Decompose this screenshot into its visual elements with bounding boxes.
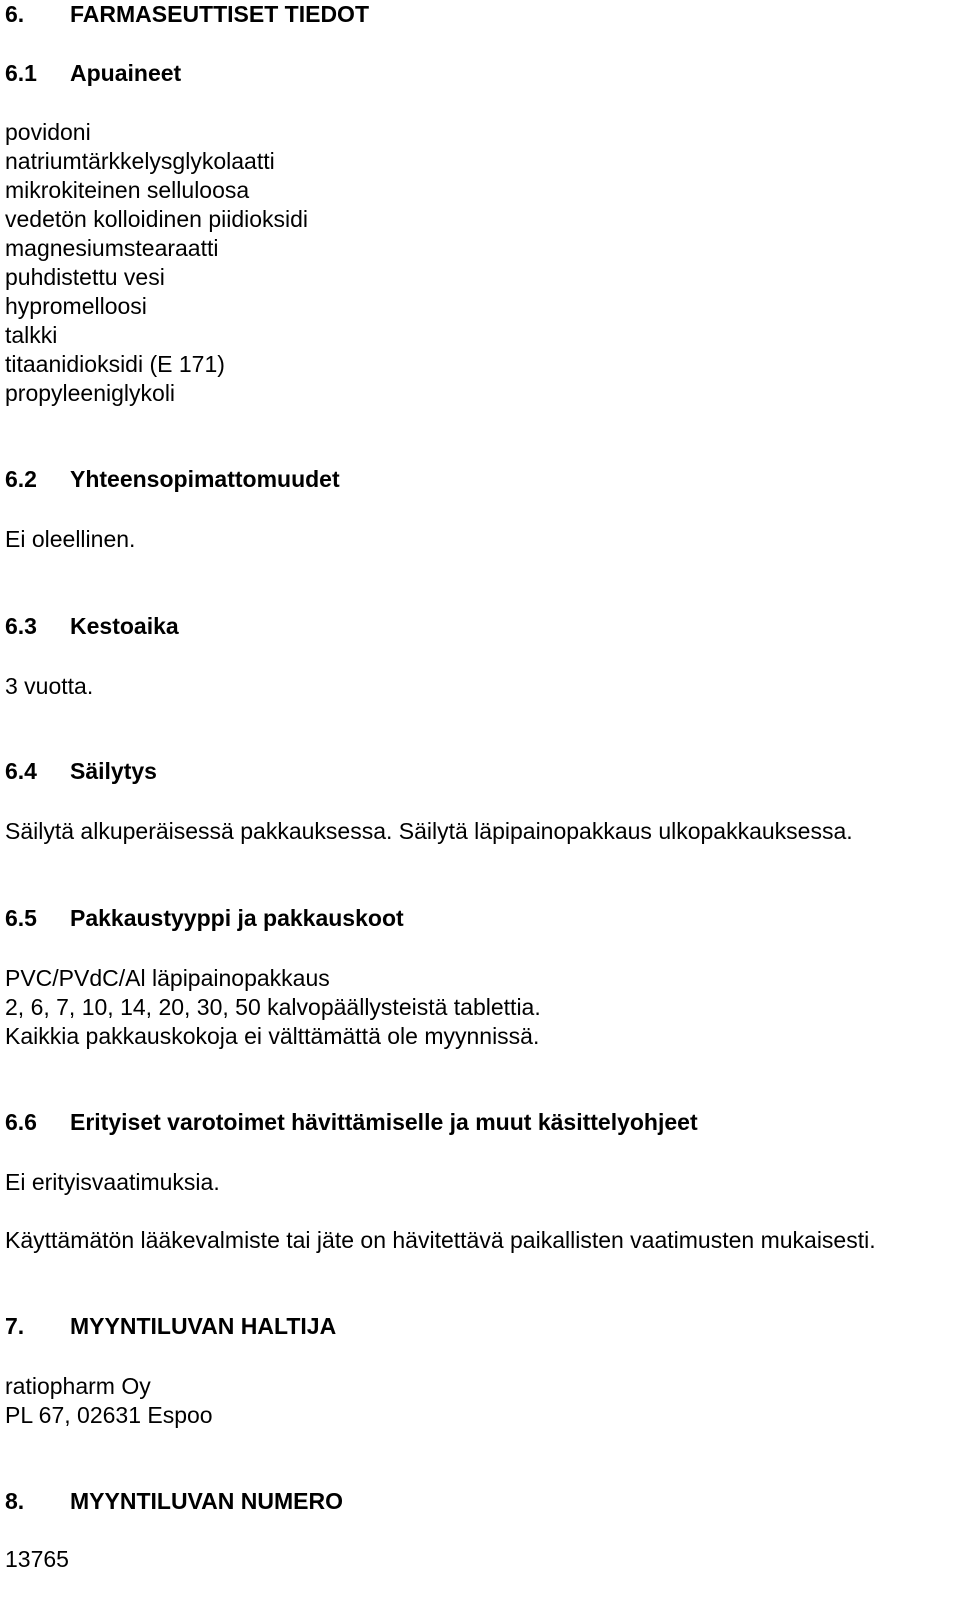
section-6-heading bbox=[0, 0, 960, 28]
shelf-life-text: 3 vuotta. bbox=[5, 673, 94, 699]
holder-address: PL 67, 02631 Espoo bbox=[5, 1402, 213, 1428]
subsection-number: 6.6 bbox=[5, 1109, 37, 1135]
subsection-title: Säilytys bbox=[70, 758, 157, 784]
section-title: MYYNTILUVAN NUMERO bbox=[70, 1488, 344, 1514]
excipient-item: propyleeniglykoli bbox=[5, 380, 176, 406]
excipient-item: vedetön kolloidinen piidioksidi bbox=[5, 206, 309, 232]
excipient-item: natriumtärkkelysglykolaatti bbox=[5, 148, 275, 174]
section-number: 6. bbox=[5, 1, 25, 27]
excipient-item: mikrokiteinen selluloosa bbox=[5, 177, 250, 203]
disposal-text: Ei erityisvaatimuksia. bbox=[5, 1169, 220, 1195]
storage-text: Säilytä alkuperäisessä pakkauksessa. Säilytä läpipainopakkaus ulkopakkauksessa. bbox=[5, 818, 853, 844]
subsection-6-3-heading bbox=[0, 612, 960, 640]
subsection-number: 6.4 bbox=[5, 758, 37, 784]
excipient-item: titaanidioksidi (E 171) bbox=[5, 351, 225, 377]
subsection-6-4-heading bbox=[0, 757, 960, 785]
incompatibilities-text: Ei oleellinen. bbox=[5, 526, 136, 552]
section-8-heading bbox=[0, 1487, 960, 1515]
excipient-item: talkki bbox=[5, 322, 58, 348]
excipient-item: hypromelloosi bbox=[5, 293, 147, 319]
section-number: 8. bbox=[5, 1488, 25, 1514]
subsection-title: Yhteensopimattomuudet bbox=[70, 466, 340, 492]
excipient-item: magnesiumstearaatti bbox=[5, 235, 219, 261]
subsection-title: Apuaineet bbox=[70, 60, 182, 86]
section-number: 7. bbox=[5, 1313, 25, 1339]
package-line: Kaikkia pakkauskokoja ei välttämättä ole myynnissä. bbox=[5, 1023, 540, 1049]
package-line: PVC/PVdC/Al läpipainopakkaus bbox=[5, 965, 330, 991]
subsection-title: Pakkaustyyppi ja pakkauskoot bbox=[70, 905, 404, 931]
package-line: 2, 6, 7, 10, 14, 20, 30, 50 kalvopäällysteistä tablettia. bbox=[5, 994, 541, 1020]
subsection-6-6-heading bbox=[0, 1108, 960, 1136]
subsection-number: 6.5 bbox=[5, 905, 37, 931]
subsection-number: 6.1 bbox=[5, 60, 37, 86]
subsection-number: 6.3 bbox=[5, 613, 37, 639]
subsection-6-1-heading bbox=[0, 59, 960, 87]
subsection-6-2-heading bbox=[0, 465, 960, 493]
section-7-heading bbox=[0, 1312, 960, 1340]
authorisation-number: 13765 bbox=[5, 1546, 69, 1572]
excipient-item: puhdistettu vesi bbox=[5, 264, 165, 290]
subsection-title: Kestoaika bbox=[70, 613, 179, 639]
section-title: MYYNTILUVAN HALTIJA bbox=[70, 1313, 337, 1339]
disposal-text: Käyttämätön lääkevalmiste tai jäte on hävitettävä paikallisten vaatimusten mukaisesti. bbox=[5, 1227, 876, 1253]
subsection-6-5-heading bbox=[0, 904, 960, 932]
subsection-number: 6.2 bbox=[5, 466, 37, 492]
subsection-title: Erityiset varotoimet hävittämiselle ja muut käsittelyohjeet bbox=[70, 1109, 698, 1135]
holder-name: ratiopharm Oy bbox=[5, 1373, 151, 1399]
section-title: FARMASEUTTISET TIEDOT bbox=[70, 1, 369, 27]
excipient-item: povidoni bbox=[5, 119, 91, 145]
